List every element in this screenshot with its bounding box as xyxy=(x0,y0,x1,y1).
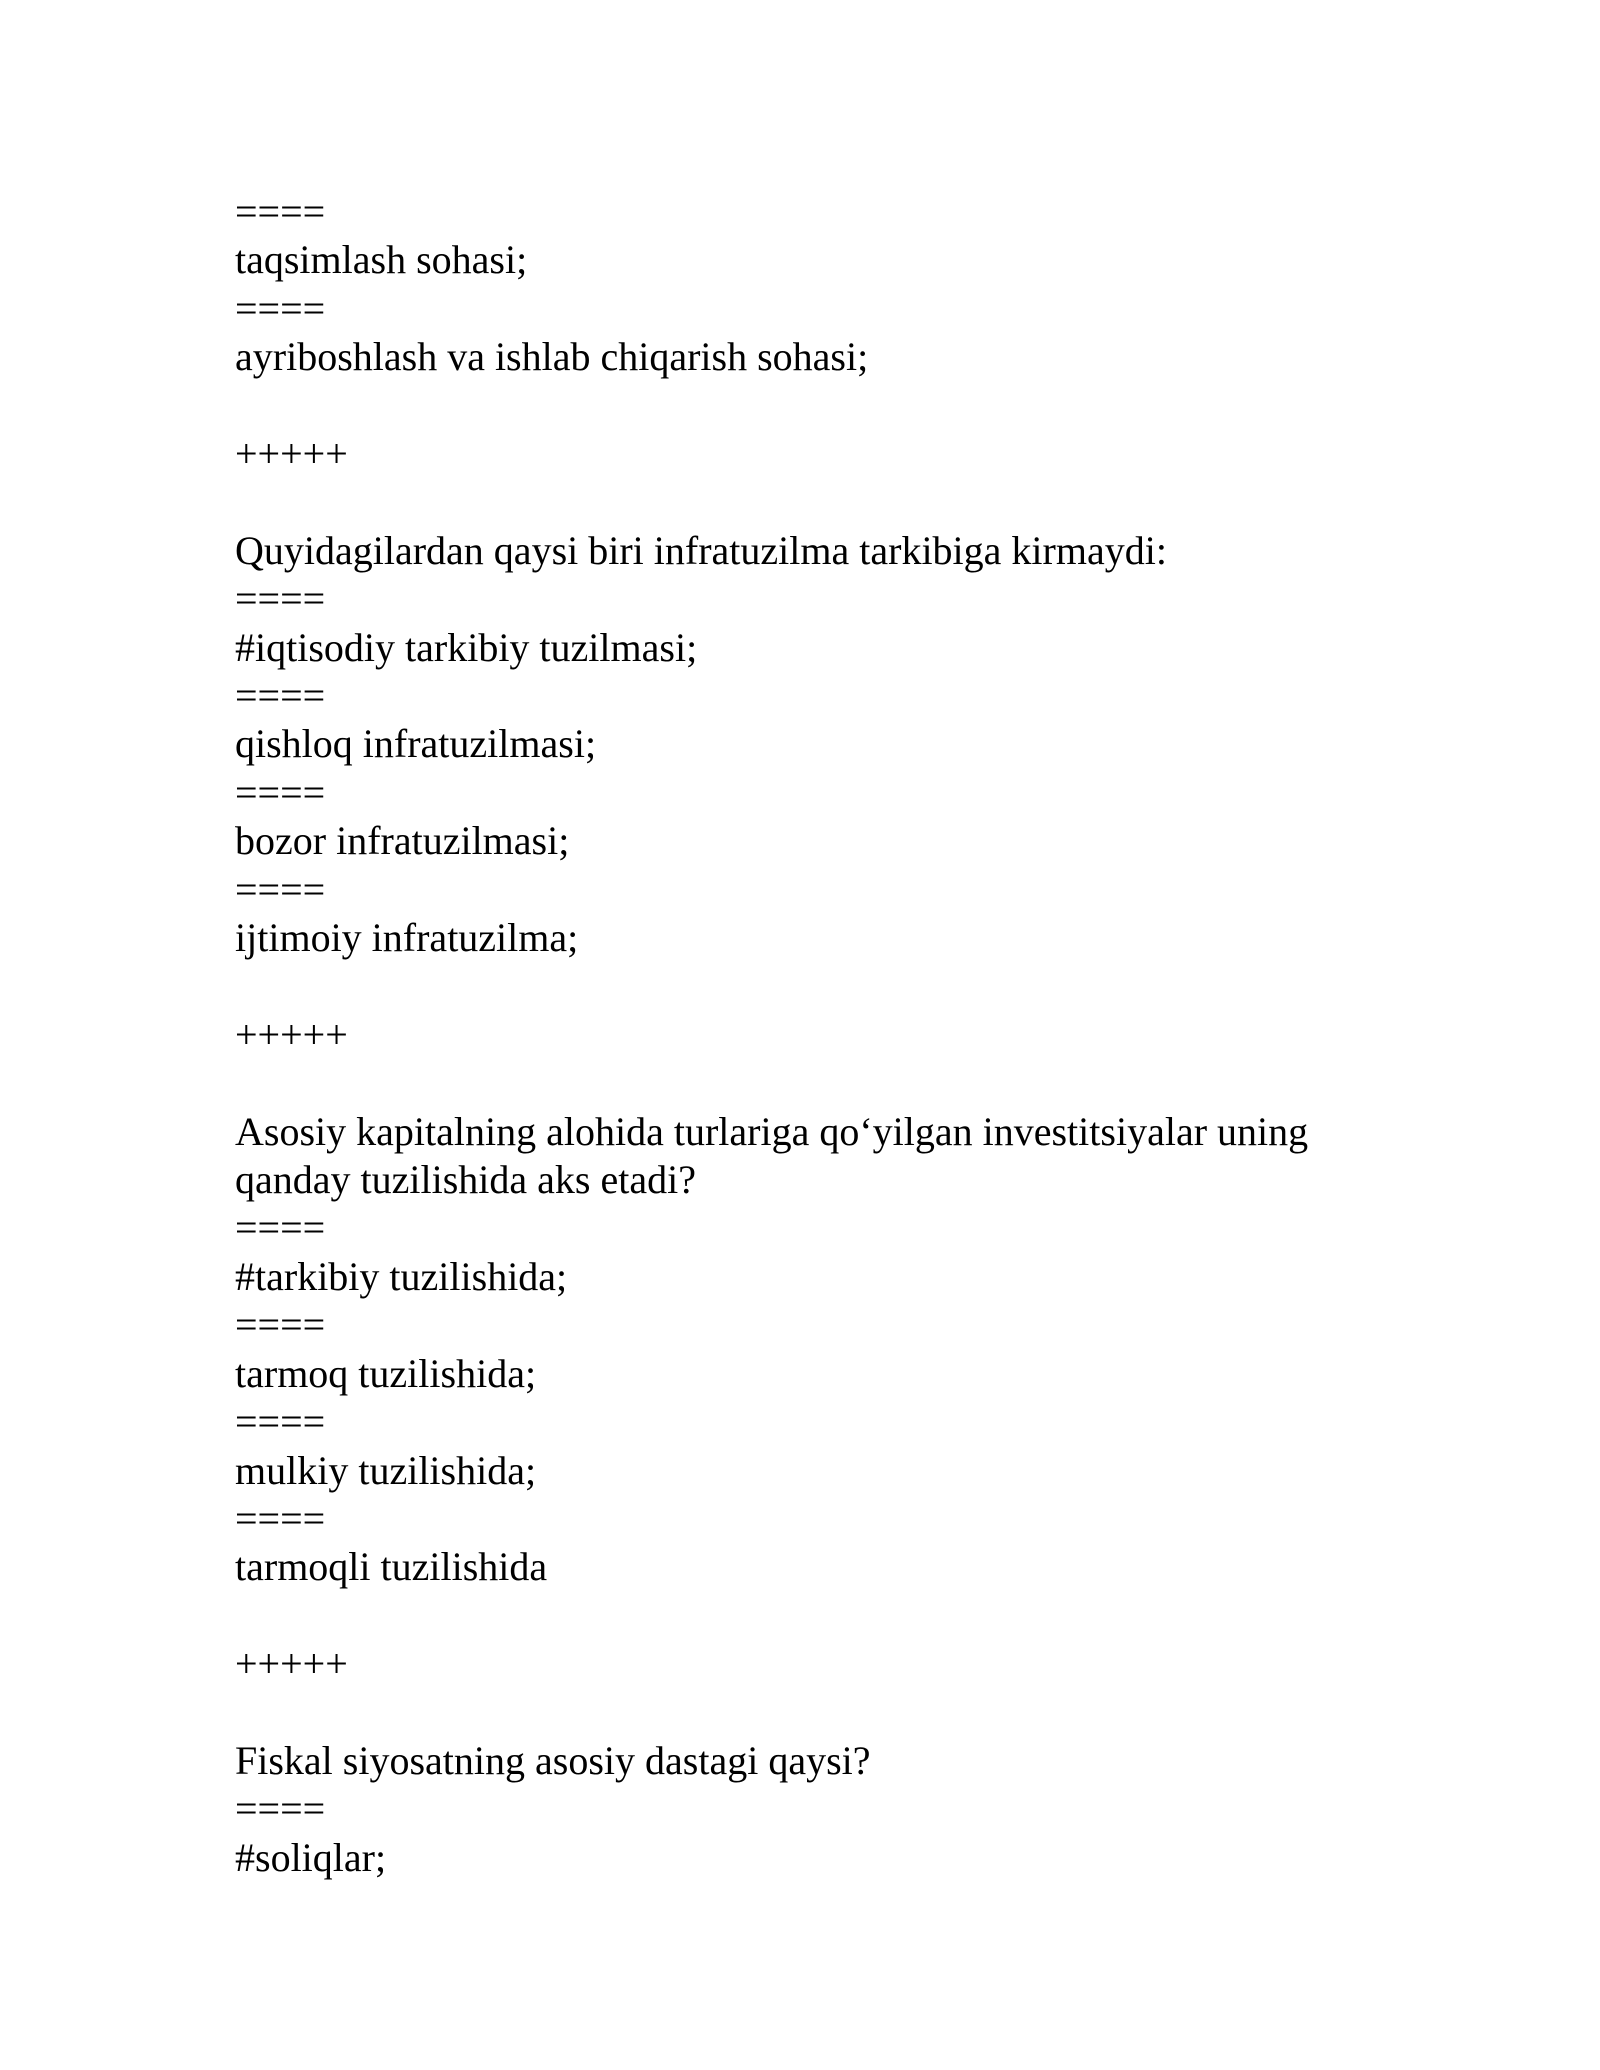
correct-answer-option: #tarkibiy tuzilishida; xyxy=(235,1253,568,1299)
blank-line xyxy=(235,478,1375,526)
separator-line: ==== xyxy=(235,285,326,331)
separator-line: ==== xyxy=(235,866,326,912)
answer-option: ayriboshlash va ishlab chiqarish sohasi; xyxy=(235,334,869,380)
answer-option: tarmoq tuzilishida; xyxy=(235,1350,537,1396)
separator-line: ==== xyxy=(235,1302,326,1348)
answer-option: qishloq infratuzilmasi; xyxy=(235,721,597,767)
correct-answer-option: #soliqlar; xyxy=(235,1834,387,1880)
separator-line: ==== xyxy=(235,673,326,719)
separator-line: ==== xyxy=(235,576,326,622)
answer-option: bozor infratuzilmasi; xyxy=(235,818,570,864)
question-delimiter: +++++ xyxy=(235,1011,348,1057)
answer-option: mulkiy tuzilishida; xyxy=(235,1447,537,1493)
blank-line xyxy=(235,1059,1375,1107)
question-text: Fiskal siyosatning asosiy dastagi qaysi? xyxy=(235,1737,871,1783)
blank-line xyxy=(235,962,1375,1010)
question-delimiter: +++++ xyxy=(235,431,348,477)
separator-line: ==== xyxy=(235,1205,326,1251)
blank-line xyxy=(235,1689,1375,1737)
separator-line: ==== xyxy=(235,189,326,234)
blank-line xyxy=(235,1592,1375,1640)
answer-option: taqsimlash sohasi; xyxy=(235,237,528,283)
separator-line: ==== xyxy=(235,1786,326,1832)
question-text: qanday tuzilishida aks etadi? xyxy=(235,1157,696,1203)
question-text: Quyidagilardan qaysi biri infratuzilma tarkibiga kirmaydi: xyxy=(235,527,1167,573)
document-body xyxy=(235,188,1375,1882)
question-text: Asosiy kapitalning alohida turlariga qo‘yilgan investitsiyalar uning xyxy=(235,1108,1309,1154)
answer-option: tarmoqli tuzilishida xyxy=(235,1544,548,1590)
separator-line: ==== xyxy=(235,1399,326,1445)
blank-line xyxy=(235,382,1375,430)
separator-line: ==== xyxy=(235,1495,326,1541)
answer-option: ijtimoiy infratuzilma; xyxy=(235,915,579,961)
question-delimiter: +++++ xyxy=(235,1641,348,1687)
correct-answer-option: #iqtisodiy tarkibiy tuzilmasi; xyxy=(235,624,698,670)
separator-line: ==== xyxy=(235,769,326,815)
